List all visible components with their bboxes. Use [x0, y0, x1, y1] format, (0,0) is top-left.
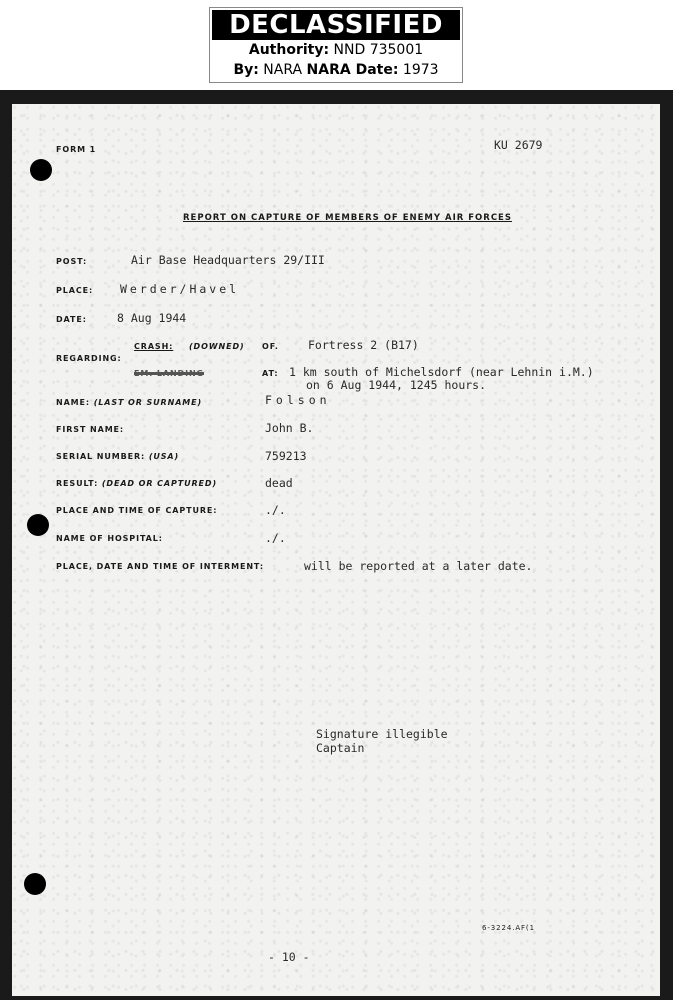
at-label: AT:	[262, 369, 279, 378]
post-label: POST:	[56, 257, 88, 266]
file-number: KU 2679	[494, 138, 543, 152]
punch-hole-middle	[27, 514, 49, 536]
stamp-by-value: NARA	[263, 62, 303, 78]
punch-hole-top	[30, 159, 52, 181]
document-sheet	[12, 104, 660, 996]
emergency-landing-label: EM. LANDING	[134, 369, 205, 378]
scanned-page	[0, 90, 673, 1000]
signatory-rank: Captain	[316, 741, 365, 755]
serial-number-value: 759213	[265, 449, 307, 463]
page-number: - 10 -	[268, 950, 310, 964]
stamp-authority-value: NND 735001	[333, 42, 424, 58]
form-label: FORM 1	[56, 145, 97, 154]
first-name-label: FIRST NAME:	[56, 425, 125, 434]
name-value: Folson	[265, 393, 331, 407]
hospital-value: ./.	[265, 531, 286, 545]
declassified-stamp	[209, 7, 463, 83]
punch-hole-bottom	[24, 873, 46, 895]
capture-label: PLACE AND TIME OF CAPTURE:	[56, 506, 218, 515]
crash-label: CRASH:	[134, 342, 174, 351]
hospital-label: NAME OF HOSPITAL:	[56, 534, 163, 543]
first-name-value: John B.	[265, 421, 314, 435]
place-label: PLACE:	[56, 286, 94, 295]
document-title: REPORT ON CAPTURE OF MEMBERS OF ENEMY AIR FORCES	[183, 213, 512, 223]
stamp-authority-line	[210, 40, 462, 60]
stamp-authority-label: Authority:	[248, 42, 330, 58]
interment-label: PLACE, DATE AND TIME OF INTERMENT:	[56, 562, 264, 571]
serial-number-label: SERIAL NUMBER: (USA)	[56, 452, 180, 461]
result-value: dead	[265, 476, 293, 490]
of-value: Fortress 2 (B17)	[308, 338, 419, 352]
date-value: 8 Aug 1944	[117, 311, 187, 325]
capture-value: ./.	[265, 503, 286, 517]
date-label: DATE:	[56, 315, 87, 324]
stamp-date-label: NARA Date:	[306, 62, 399, 78]
stamp-by-label: By:	[233, 62, 259, 78]
stamp-by-line	[210, 60, 462, 80]
name-label: NAME: (LAST OR SURNAME)	[56, 398, 203, 407]
stamp-heading: DECLASSIFIED	[212, 10, 460, 40]
place-value: Werder/Havel	[120, 282, 240, 296]
interment-value: will be reported at a later date.	[304, 559, 533, 573]
of-label: OF.	[262, 342, 279, 351]
regarding-label: REGARDING:	[56, 354, 122, 363]
form-code: 6-3224.AF(1	[482, 924, 535, 932]
stamp-date-value: 1973	[402, 62, 439, 78]
result-label: RESULT: (DEAD OR CAPTURED)	[56, 479, 218, 488]
at-value-line1: 1 km south of Michelsdorf (near Lehnin i.M.)	[289, 365, 594, 379]
downed-label: (DOWNED)	[189, 342, 245, 351]
at-value-line2: on 6 Aug 1944, 1245 hours.	[306, 378, 487, 392]
signature-line: Signature illegible	[316, 727, 448, 741]
post-value: Air Base Headquarters 29/III	[131, 253, 325, 267]
